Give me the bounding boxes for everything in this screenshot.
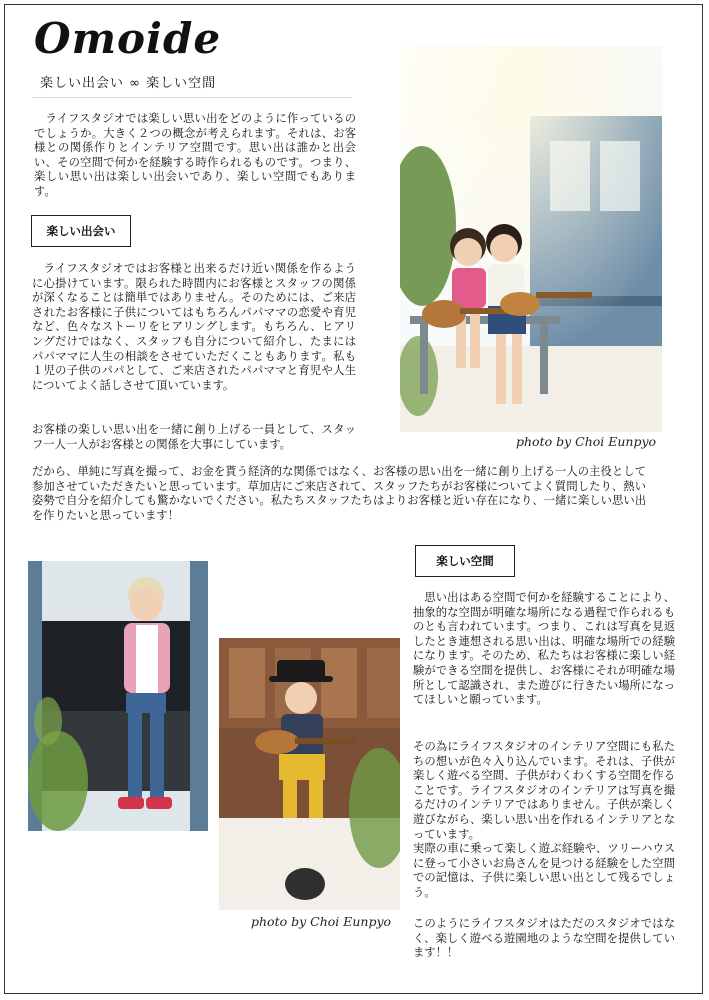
- encounter-paragraph-3: だから、単純に写真を撮って、お金を貰う経済的な関係ではなく、お客様の思い出を一緒に創り上げる一人の主役として参加させていただきたいと思っています。草加店にご来店されて、スタッフたちがお客様についてよく質問したり、熱い姿勢で自分を紹介しても驚かないでください。私たちスタッフたちはよりお客様と近い存在になり、一緒に楽しい思い出を作りたいと思っています！: [32, 465, 646, 522]
- photo-children-with-ukuleles: [400, 46, 662, 432]
- intro-paragraph: ライフスタジオでは楽しい思い出をどのように作っているのでしょうか。大きく２つの概念が考えられます。それは、お客様との関係作りとインテリア空間です。思い出は誰かと出会い、その空間で何かを経験する時作られるものです。つまり、楽しい思い出は楽しい出会いであり、楽しい空間でもあります。: [34, 112, 356, 198]
- space-paragraph-1: 思い出はある空間で何かを経験することにより、抽象的な空間が明確な場所になる過程で作られるものとも言われています。つまり、これは写真を見返したとき連想される思い出は、明確な場所での経験になります。そのため、私たちはお客様に楽しい経験ができる空間を提供し、お客様にそれが明確な場所として認識され、また遊びに行きたい場所になってほしいと願っています。: [413, 591, 675, 707]
- space-paragraph-2: その為にライフスタジオのインテリア空間にも私たちの想いが色々入り込んでいます。それは、子供が楽しく遊べる空間、子供がわくわくする空間を作ることです。ライフスタジオのインテリアは写真を撮るだけのインテリアではありません。子供が楽しく遊びながら、楽しい思い出を作れるインテリアとなっています。 実際の車に乗って楽しく遊ぶ経験や、ツリーハウスに登って小さいお鳥さんを見つける経験をした空間での記憶は、子供に楽しい思い出として残るでしょう。: [413, 740, 675, 899]
- encounter-paragraph-1: ライフスタジオではお客様と出来るだけ近い関係を作るように心掛けています。限られた時間内にお客様とスタッフの関係が深くなることは簡単ではありません。そのためには、ご来店されたお客様に子供についてはもちろんパパママの恋愛や育児など、色々なストーリをヒアリングします。もちろん、ヒアリングだけではなく、スタッフも自分について紹介し、たまにはパパママに人生の相談をさせていただくこともあります。私も１児の子供のパパとして、ご来店されたパパママと育児や人生についてよく話しさせて頂いています。: [32, 262, 356, 392]
- page-subtitle: 楽しい出会い ∞ 楽しい空間: [40, 76, 217, 91]
- photo-credit-top: photo by Choi Eunpyo: [516, 434, 657, 449]
- space-paragraph-3: このようにライフスタジオはただのスタジオではなく、楽しく遊べる遊園地のような空間を提供しています！！: [413, 917, 675, 960]
- page-title: Omoide: [34, 14, 222, 63]
- photo-credit-bottom: photo by Choi Eunpyo: [251, 914, 392, 929]
- photo-boy-with-guitar: [219, 638, 400, 910]
- section-heading-encounter: 楽しい出会い: [31, 215, 131, 247]
- photo-boy-in-bus: [28, 561, 208, 831]
- title-divider: [32, 97, 352, 98]
- encounter-paragraph-2: お客様の楽しい思い出を一緒に創り上げる一員として、スタッフ一人一人がお客様との関係を大事にしています。: [32, 423, 356, 451]
- section-heading-space: 楽しい空間: [415, 545, 515, 577]
